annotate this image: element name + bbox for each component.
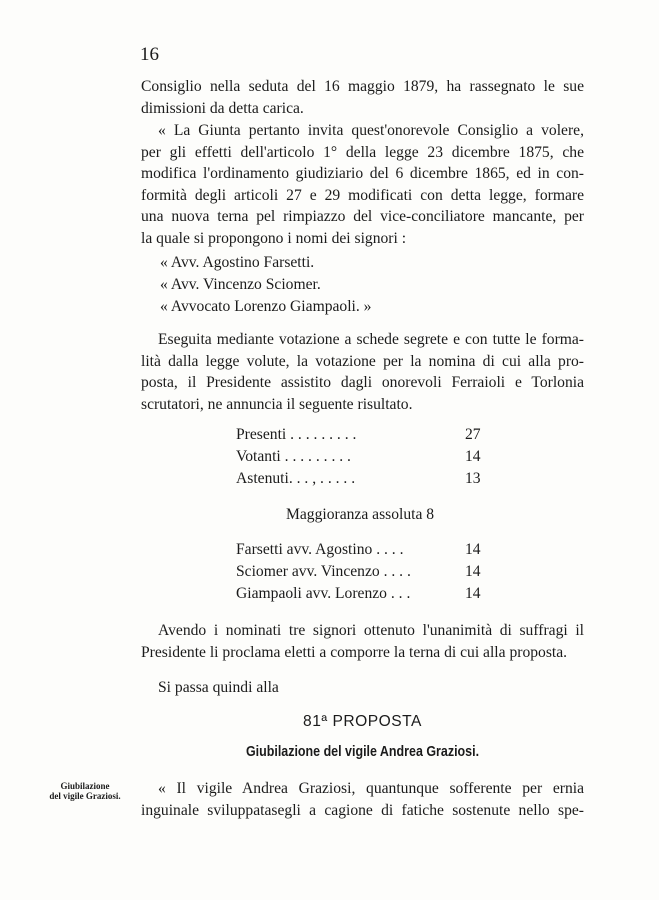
- tally-value: 13: [465, 470, 481, 487]
- body-line: la quale si propongono i nomi dei signori :: [141, 230, 407, 247]
- tally-label: Votanti . . . . . . . . .: [236, 448, 351, 465]
- result-row: [236, 562, 486, 582]
- result-label: Sciomer avv. Vincenzo . . . .: [236, 563, 411, 580]
- body-line: una nuova terna pel rimpiazzo del vice-conciliatore mancante, per: [141, 208, 584, 225]
- body-line: inguinale sviluppatasegli a cagione di fatiche sostenute nello spe-: [141, 802, 584, 819]
- body-line: posta, il Presidente assistito dagli onorevoli Ferraioli e Torlonia: [141, 374, 584, 391]
- body-line: Consiglio nella seduta del 16 maggio 1879, ha rassegnato le sue: [141, 78, 584, 95]
- result-label: Farsetti avv. Agostino . . . .: [236, 541, 404, 558]
- result-value: 14: [465, 563, 481, 580]
- result-label: Giampaoli avv. Lorenzo . . .: [236, 585, 411, 602]
- body-line: modifica l'ordinamento giudiziario del 6 dicembre 1865, ed in con-: [141, 165, 584, 182]
- result-row: [236, 584, 486, 604]
- body-line: lità dalla legge volute, la votazione per la nomina di cui alla pro-: [141, 353, 584, 370]
- tally-row: [236, 447, 486, 467]
- tally-value: 27: [465, 426, 481, 443]
- tally-value: 14: [465, 448, 481, 465]
- body-line: Avendo i nominati tre signori ottenuto l'unanimità di suffragi il: [158, 622, 584, 639]
- proposal-title: Giubilazione del vigile Andrea Graziosi.: [245, 744, 480, 760]
- candidate-item: « Avv. Agostino Farsetti.: [160, 254, 315, 271]
- tally-label: Presenti . . . . . . . . .: [236, 426, 357, 443]
- body-line: Presidente li proclama eletti a comporre la terna di cui alla proposta.: [141, 644, 568, 661]
- body-line: Eseguita mediante votazione a schede segrete e con tutte le forma-: [158, 331, 584, 348]
- body-line: « Il vigile Andrea Graziosi, quantunque sofferente per ernia: [158, 780, 584, 797]
- tally-label: Astenuti. . . , . . . . .: [236, 470, 356, 487]
- result-value: 14: [465, 585, 481, 602]
- body-line: dimissioni da detta carica.: [141, 100, 304, 117]
- margin-note-line: Giubilazione: [60, 781, 110, 791]
- majority-line: Maggioranza assoluta 8: [286, 506, 435, 523]
- page-number: 16: [140, 44, 159, 65]
- body-line: formità degli articoli 27 e 29 modificati con detta legge, formare: [141, 187, 584, 204]
- candidate-item: « Avv. Vincenzo Sciomer.: [160, 276, 321, 293]
- tally-row: [236, 425, 486, 445]
- result-value: 14: [465, 541, 481, 558]
- margin-note: [44, 781, 126, 801]
- proposal-title-wrap: [141, 743, 584, 761]
- result-row: [236, 540, 486, 560]
- tally-row: [236, 469, 486, 489]
- margin-note-line: del vigile Graziosi.: [49, 791, 121, 801]
- proposal-heading: 81ª PROPOSTA: [303, 713, 422, 730]
- candidate-item: « Avvocato Lorenzo Giampaoli. »: [160, 298, 372, 315]
- body-line: scrutatori, ne annuncia il seguente risultato.: [141, 396, 413, 413]
- body-line: « La Giunta pertanto invita quest'onorevole Consiglio a volere,: [158, 122, 584, 139]
- body-line: per gli effetti dell'articolo 1° della legge 23 dicembre 1875, che: [141, 144, 584, 161]
- body-line: Si passa quindi alla: [158, 679, 279, 696]
